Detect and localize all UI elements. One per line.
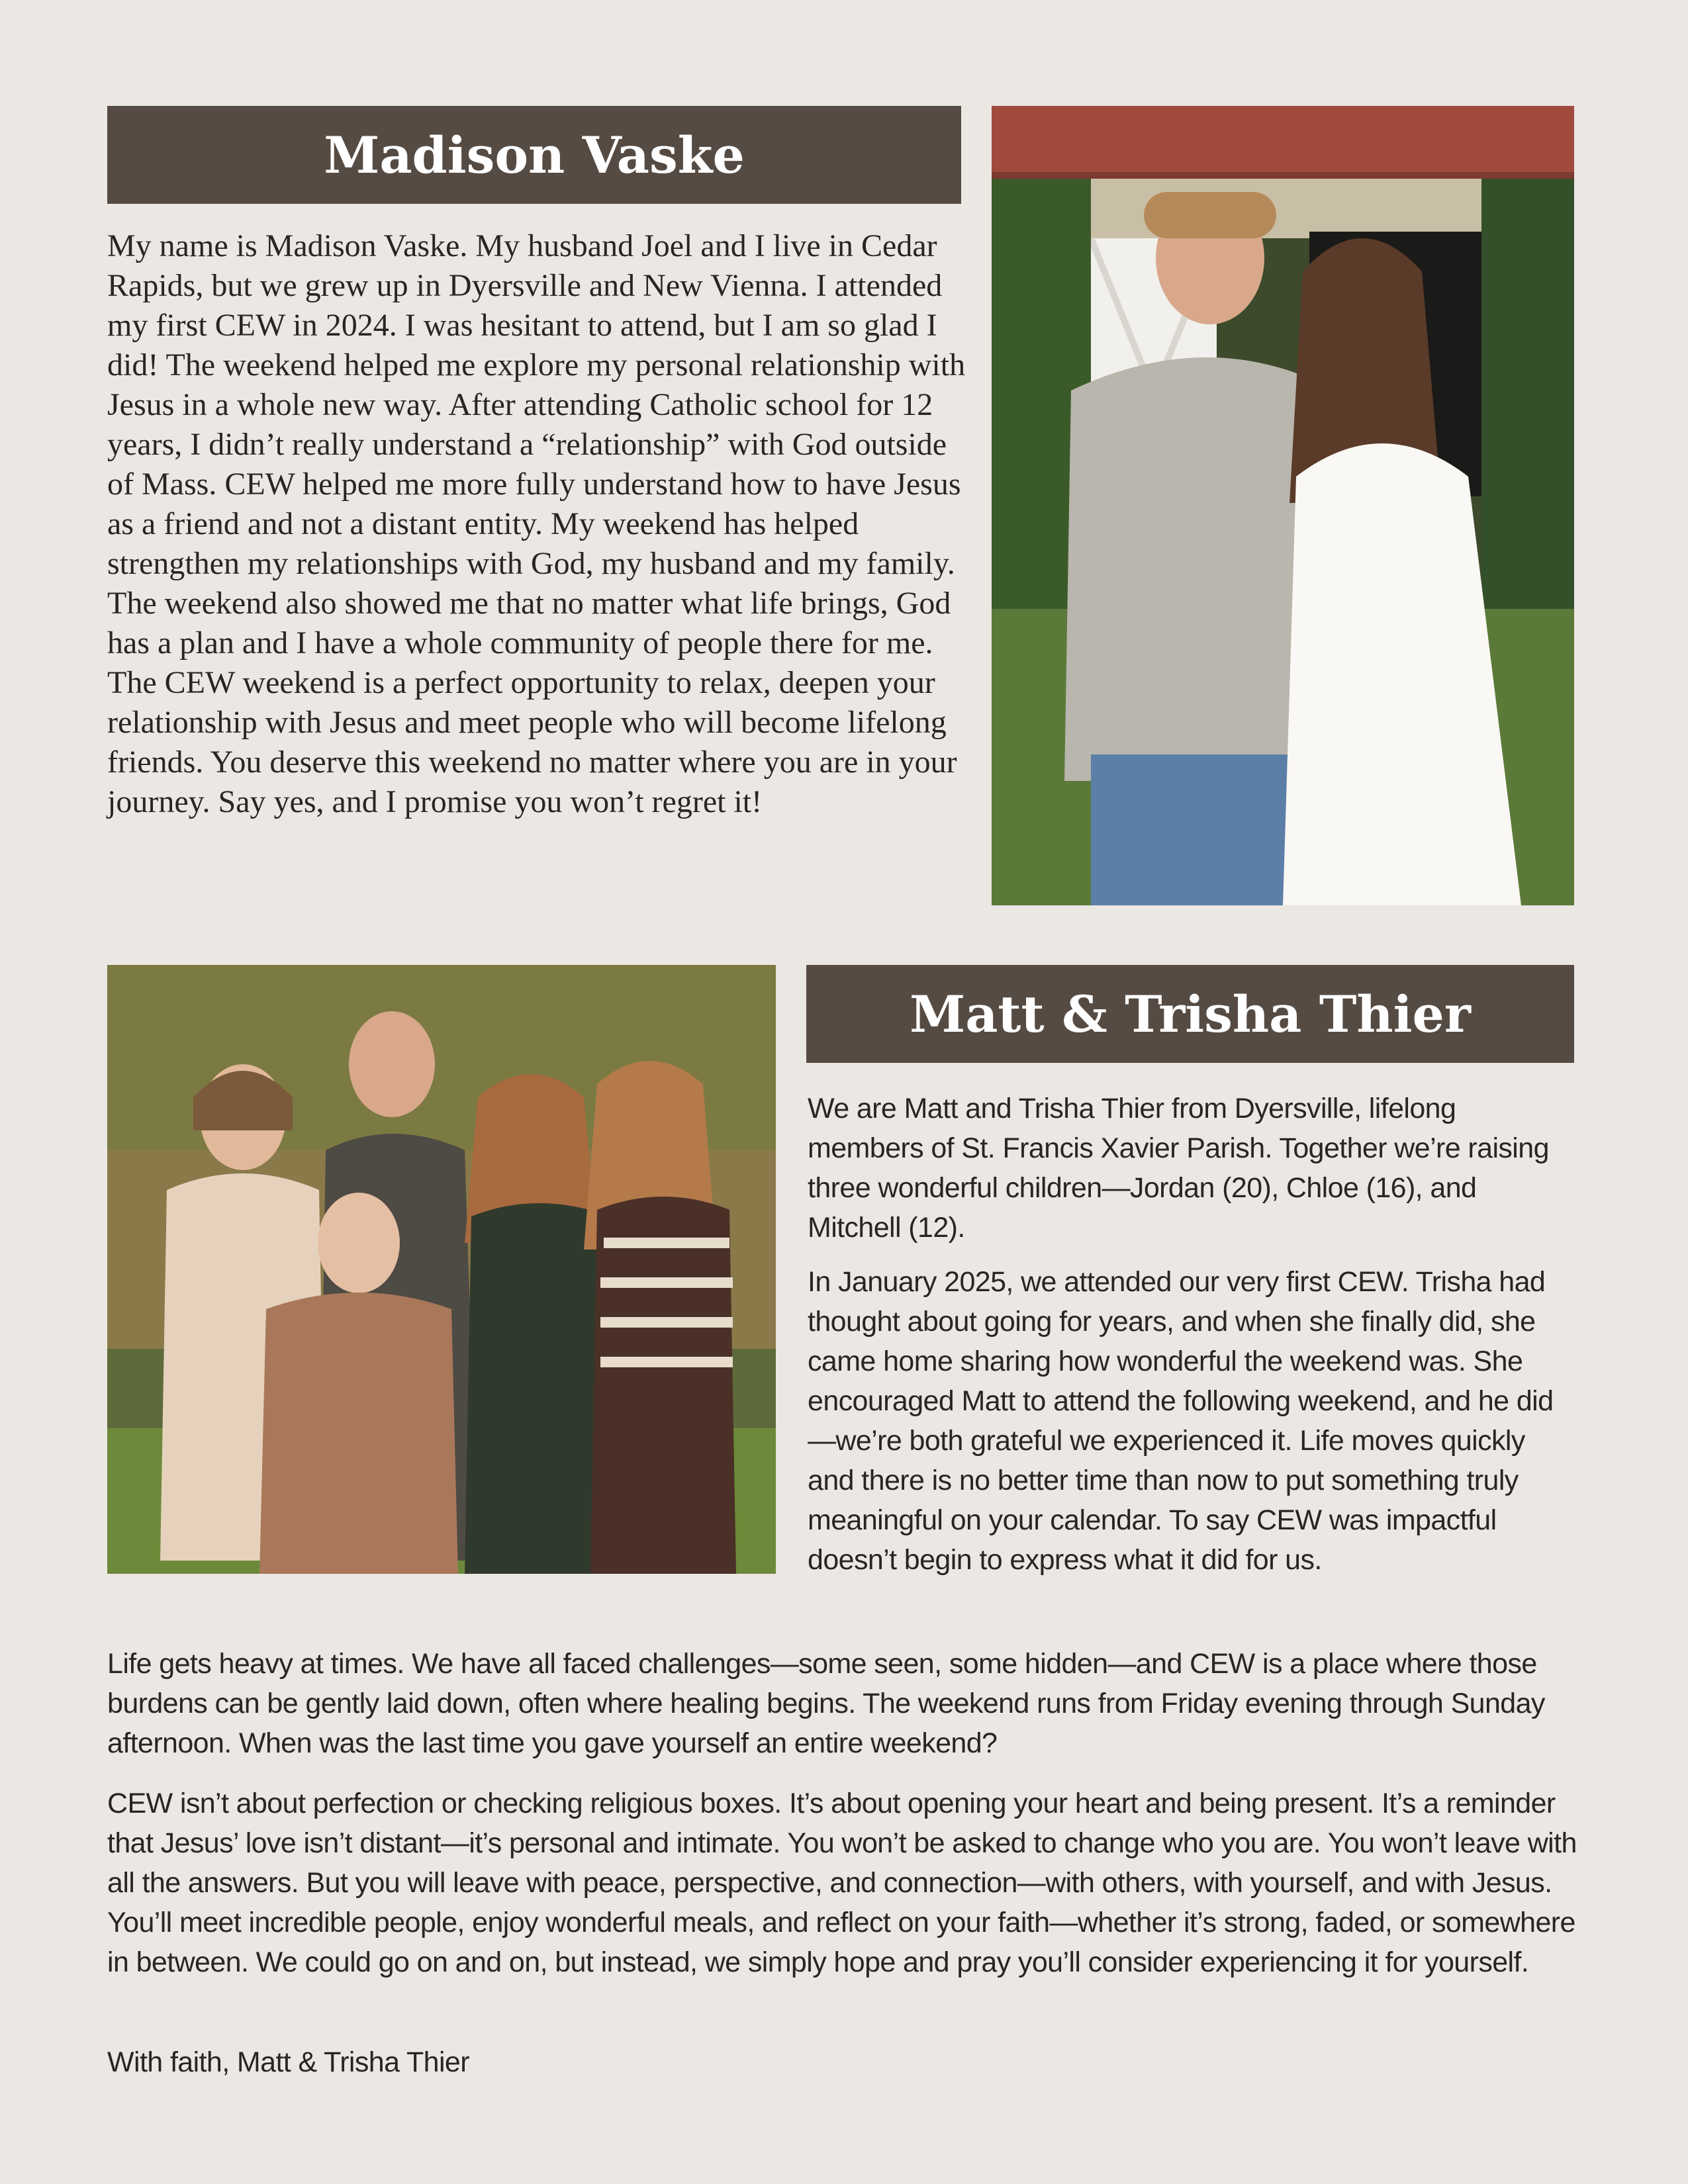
madison-joel-photo — [992, 106, 1574, 905]
matt-trisha-thier-heading — [806, 965, 1574, 1063]
thier-intro-paragraph: We are Matt and Trisha Thier from Dyersville, lifelong members of St. Francis Xavier Parish. Together we’re raising three wonderful children—Jordan (20), Chloe (16), and Mitchell (12). — [808, 1093, 1549, 1244]
thier-first-cew-paragraph: In January 2025, we attended our very first CEW. Trisha had thought about going for years, and when she finally did, she came home sharing how wonderful the weekend was. She encouraged Matt to attend the following weekend, and he did—we’re both grateful we experienced it. Life moves quickly and there is no better time than now to put something truly meaningful on your calendar. To say CEW was impactful doesn’t begin to express what it did for us. — [808, 1266, 1554, 1576]
madison-vaske-testimony: My name is Madison Vaske. My husband Joel and I live in Cedar Rapids, but we grew up in Dyersville and New Vienna. I attended my first CEW in 2024. I was hesitant to attend, but I am so glad I did! The weekend helped me explore my personal relationship with Jesus in a whole new way. After attending Catholic school for 12 years, I didn’t really understand a “relationship” with God outside of Mass. CEW helped me more fully understand how to have Jesus as a friend and not a distant entity. My weekend has helped strengthen my relationships with God, my husband and my family. The weekend also showed me that no matter what life brings, God has a plan and I have a whole community of people there for me. The CEW weekend is a perfect opportunity to relax, deepen your relationship with Jesus and meet people who will become lifelong friends. You deserve this weekend no matter where you are in your journey. Say yes, and I promise you won’t regret it! — [107, 228, 966, 819]
matt-trisha-thier-heading-text: Matt & Trisha Thier — [910, 984, 1471, 1044]
thier-life-heavy-paragraph: Life gets heavy at times. We have all faced challenges—some seen, some hidden—and CEW is a place where those burdens can be gently laid down, often where healing begins. The weekend runs from Friday evening through Sunday afternoon. When was the last time you gave yourself an entire weekend? — [107, 1648, 1545, 1759]
thier-family-photo — [107, 965, 776, 1574]
madison-vaske-heading-text: Madison Vaske — [324, 125, 745, 185]
thier-signoff: With faith, Matt & Trisha Thier — [107, 2046, 469, 2078]
madison-vaske-heading — [107, 106, 961, 204]
thier-cew-reflection-paragraph: CEW isn’t about perfection or checking religious boxes. It’s about opening your heart and being present. It’s a reminder that Jesus’ love isn’t distant—it’s personal and intimate. You won’t be asked to change who you are. You won’t leave with all the answers. But you will leave with peace, perspective, and connection—with others, with yourself, and with Jesus. You’ll meet incredible people, enjoy wonderful meals, and reflect on your faith—whether it’s strong, faded, or somewhere in between. We could go on and on, but instead, we simply hope and pray you’ll consider experiencing it for yourself. — [107, 1788, 1577, 1978]
